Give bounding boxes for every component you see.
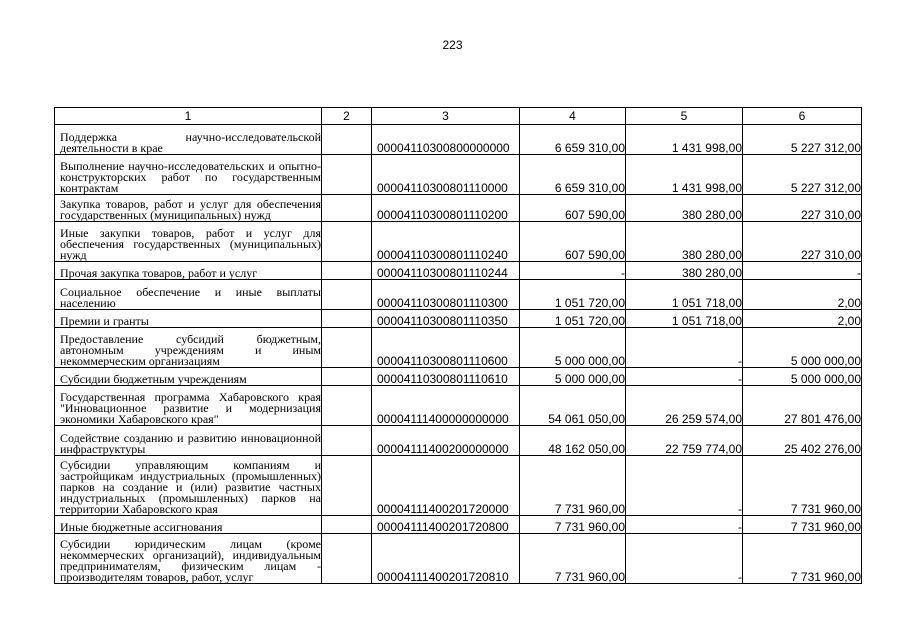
row-col2-cell — [322, 155, 372, 195]
row-name-cell: Премии и гранты — [55, 310, 322, 328]
row-col2-cell — [322, 310, 372, 328]
row-col2-cell — [322, 222, 372, 262]
row-value-col5-cell: 1 051 718,00 — [626, 310, 743, 328]
table-row — [55, 222, 862, 262]
table-row — [55, 310, 862, 328]
row-value-col4-cell: 54 061 050,00 — [520, 386, 626, 426]
table-row — [55, 534, 862, 584]
row-value-col6-cell: 2,00 — [743, 280, 862, 310]
table-row — [55, 426, 862, 456]
row-col2-cell — [322, 195, 372, 222]
row-code-cell: 00004111400201720810 — [372, 534, 520, 584]
row-value-col6-cell: 5 227 312,00 — [743, 125, 862, 155]
row-value-col6-cell: 7 731 960,00 — [743, 456, 862, 516]
row-code-cell: 00004111400000000000 — [372, 386, 520, 426]
row-name-cell: Содействие созданию и развитию инновационной инфраструктуры — [55, 426, 322, 456]
row-code-cell: 00004110300800000000 — [372, 125, 520, 155]
header-col-5: 5 — [626, 108, 743, 125]
row-code-cell: 00004111400200000000 — [372, 426, 520, 456]
header-col-2: 2 — [322, 108, 372, 125]
row-col2-cell — [322, 328, 372, 368]
table-row — [55, 262, 862, 280]
table-row — [55, 386, 862, 426]
table-row — [55, 516, 862, 534]
row-code-cell: 00004110300801110350 — [372, 310, 520, 328]
header-col-6: 6 — [743, 108, 862, 125]
table-row — [55, 195, 862, 222]
row-value-col4-cell: 5 000 000,00 — [520, 328, 626, 368]
row-name-cell: Иные закупки товаров, работ и услуг для обеспечения государственных (муниципальных) нужд — [55, 222, 322, 262]
row-name-cell: Социальное обеспечение и иные выплаты населению — [55, 280, 322, 310]
table-row — [55, 155, 862, 195]
row-value-col6-cell: - — [743, 262, 862, 280]
row-code-cell: 00004110300801110240 — [372, 222, 520, 262]
row-col2-cell — [322, 456, 372, 516]
table-row — [55, 328, 862, 368]
row-name-cell: Прочая закупка товаров, работ и услуг — [55, 262, 322, 280]
row-value-col6-cell: 227 310,00 — [743, 222, 862, 262]
row-col2-cell — [322, 386, 372, 426]
row-value-col5-cell: 26 259 574,00 — [626, 386, 743, 426]
row-value-col5-cell: - — [626, 456, 743, 516]
header-col-3: 3 — [372, 108, 520, 125]
row-value-col4-cell: 7 731 960,00 — [520, 516, 626, 534]
row-value-col4-cell: 7 731 960,00 — [520, 456, 626, 516]
row-value-col5-cell: - — [626, 516, 743, 534]
page-number: 223 — [442, 38, 463, 52]
row-code-cell: 00004111400201720800 — [372, 516, 520, 534]
row-value-col5-cell: 1 431 998,00 — [626, 155, 743, 195]
row-name-cell: Субсидии бюджетным учреждениям — [55, 368, 322, 386]
row-name-cell: Выполнение научно-исследовательских и опытно-конструкторских работ по государственным контрактам — [55, 155, 322, 195]
row-value-col5-cell: 380 280,00 — [626, 222, 743, 262]
row-col2-cell — [322, 516, 372, 534]
row-value-col4-cell: 1 051 720,00 — [520, 310, 626, 328]
table-header — [55, 108, 862, 125]
row-value-col4-cell: 607 590,00 — [520, 195, 626, 222]
header-col-1: 1 — [55, 108, 322, 125]
row-value-col4-cell: 7 731 960,00 — [520, 534, 626, 584]
row-name-cell: Субсидии управляющим компаниям и застройщикам индустриальных (промышленных) парков на создание и (или) развитие частных индустриальных (промышленных) парков на территории Хабаровского края — [55, 456, 322, 516]
row-value-col4-cell: - — [520, 262, 626, 280]
row-col2-cell — [322, 368, 372, 386]
row-col2-cell — [322, 262, 372, 280]
row-value-col5-cell: 1 431 998,00 — [626, 125, 743, 155]
table-row — [55, 456, 862, 516]
row-value-col6-cell: 25 402 276,00 — [743, 426, 862, 456]
row-value-col4-cell: 5 000 000,00 — [520, 368, 626, 386]
row-col2-cell — [322, 280, 372, 310]
row-code-cell: 00004110300801110000 — [372, 155, 520, 195]
row-value-col5-cell: 1 051 718,00 — [626, 280, 743, 310]
table-row — [55, 125, 862, 155]
row-col2-cell — [322, 534, 372, 584]
row-code-cell: 00004110300801110610 — [372, 368, 520, 386]
row-code-cell: 00004110300801110200 — [372, 195, 520, 222]
row-code-cell: 00004110300801110600 — [372, 328, 520, 368]
row-value-col5-cell: - — [626, 328, 743, 368]
row-value-col6-cell: 227 310,00 — [743, 195, 862, 222]
header-col-4: 4 — [520, 108, 626, 125]
row-value-col4-cell: 1 051 720,00 — [520, 280, 626, 310]
row-value-col6-cell: 7 731 960,00 — [743, 534, 862, 584]
row-value-col6-cell: 2,00 — [743, 310, 862, 328]
row-code-cell: 00004110300801110244 — [372, 262, 520, 280]
row-value-col5-cell: - — [626, 534, 743, 584]
row-value-col5-cell: 22 759 774,00 — [626, 426, 743, 456]
row-value-col6-cell: 27 801 476,00 — [743, 386, 862, 426]
row-value-col5-cell: 380 280,00 — [626, 195, 743, 222]
row-value-col6-cell: 7 731 960,00 — [743, 516, 862, 534]
row-value-col6-cell: 5 000 000,00 — [743, 328, 862, 368]
row-name-cell: Предоставление субсидий бюджетным, автономным учреждениям и иным некоммерческим организациям — [55, 328, 322, 368]
row-name-cell: Иные бюджетные ассигнования — [55, 516, 322, 534]
row-code-cell: 00004110300801110300 — [372, 280, 520, 310]
row-value-col6-cell: 5 000 000,00 — [743, 368, 862, 386]
row-value-col5-cell: 380 280,00 — [626, 262, 743, 280]
row-col2-cell — [322, 426, 372, 456]
row-name-cell: Закупка товаров, работ и услуг для обеспечения государственных (муниципальных) нужд — [55, 195, 322, 222]
row-value-col4-cell: 607 590,00 — [520, 222, 626, 262]
row-value-col4-cell: 6 659 310,00 — [520, 155, 626, 195]
row-name-cell: Субсидии юридическим лицам (кроме некоммерческих организаций), индивидуальным предпринимателям, физическим лицам - производителям товаров, работ, услуг — [55, 534, 322, 584]
budget-table — [54, 107, 862, 584]
row-name-cell: Поддержка научно-исследовательской деятельности в крае — [55, 125, 322, 155]
table-row — [55, 280, 862, 310]
table-body — [55, 125, 862, 584]
row-value-col6-cell: 5 227 312,00 — [743, 155, 862, 195]
row-name-cell: Государственная программа Хабаровского края "Инновационное развитие и модернизация экономики Хабаровского края" — [55, 386, 322, 426]
row-value-col4-cell: 6 659 310,00 — [520, 125, 626, 155]
row-col2-cell — [322, 125, 372, 155]
table-row — [55, 368, 862, 386]
row-value-col4-cell: 48 162 050,00 — [520, 426, 626, 456]
row-value-col5-cell: - — [626, 368, 743, 386]
header-row — [55, 108, 862, 125]
row-code-cell: 00004111400201720000 — [372, 456, 520, 516]
